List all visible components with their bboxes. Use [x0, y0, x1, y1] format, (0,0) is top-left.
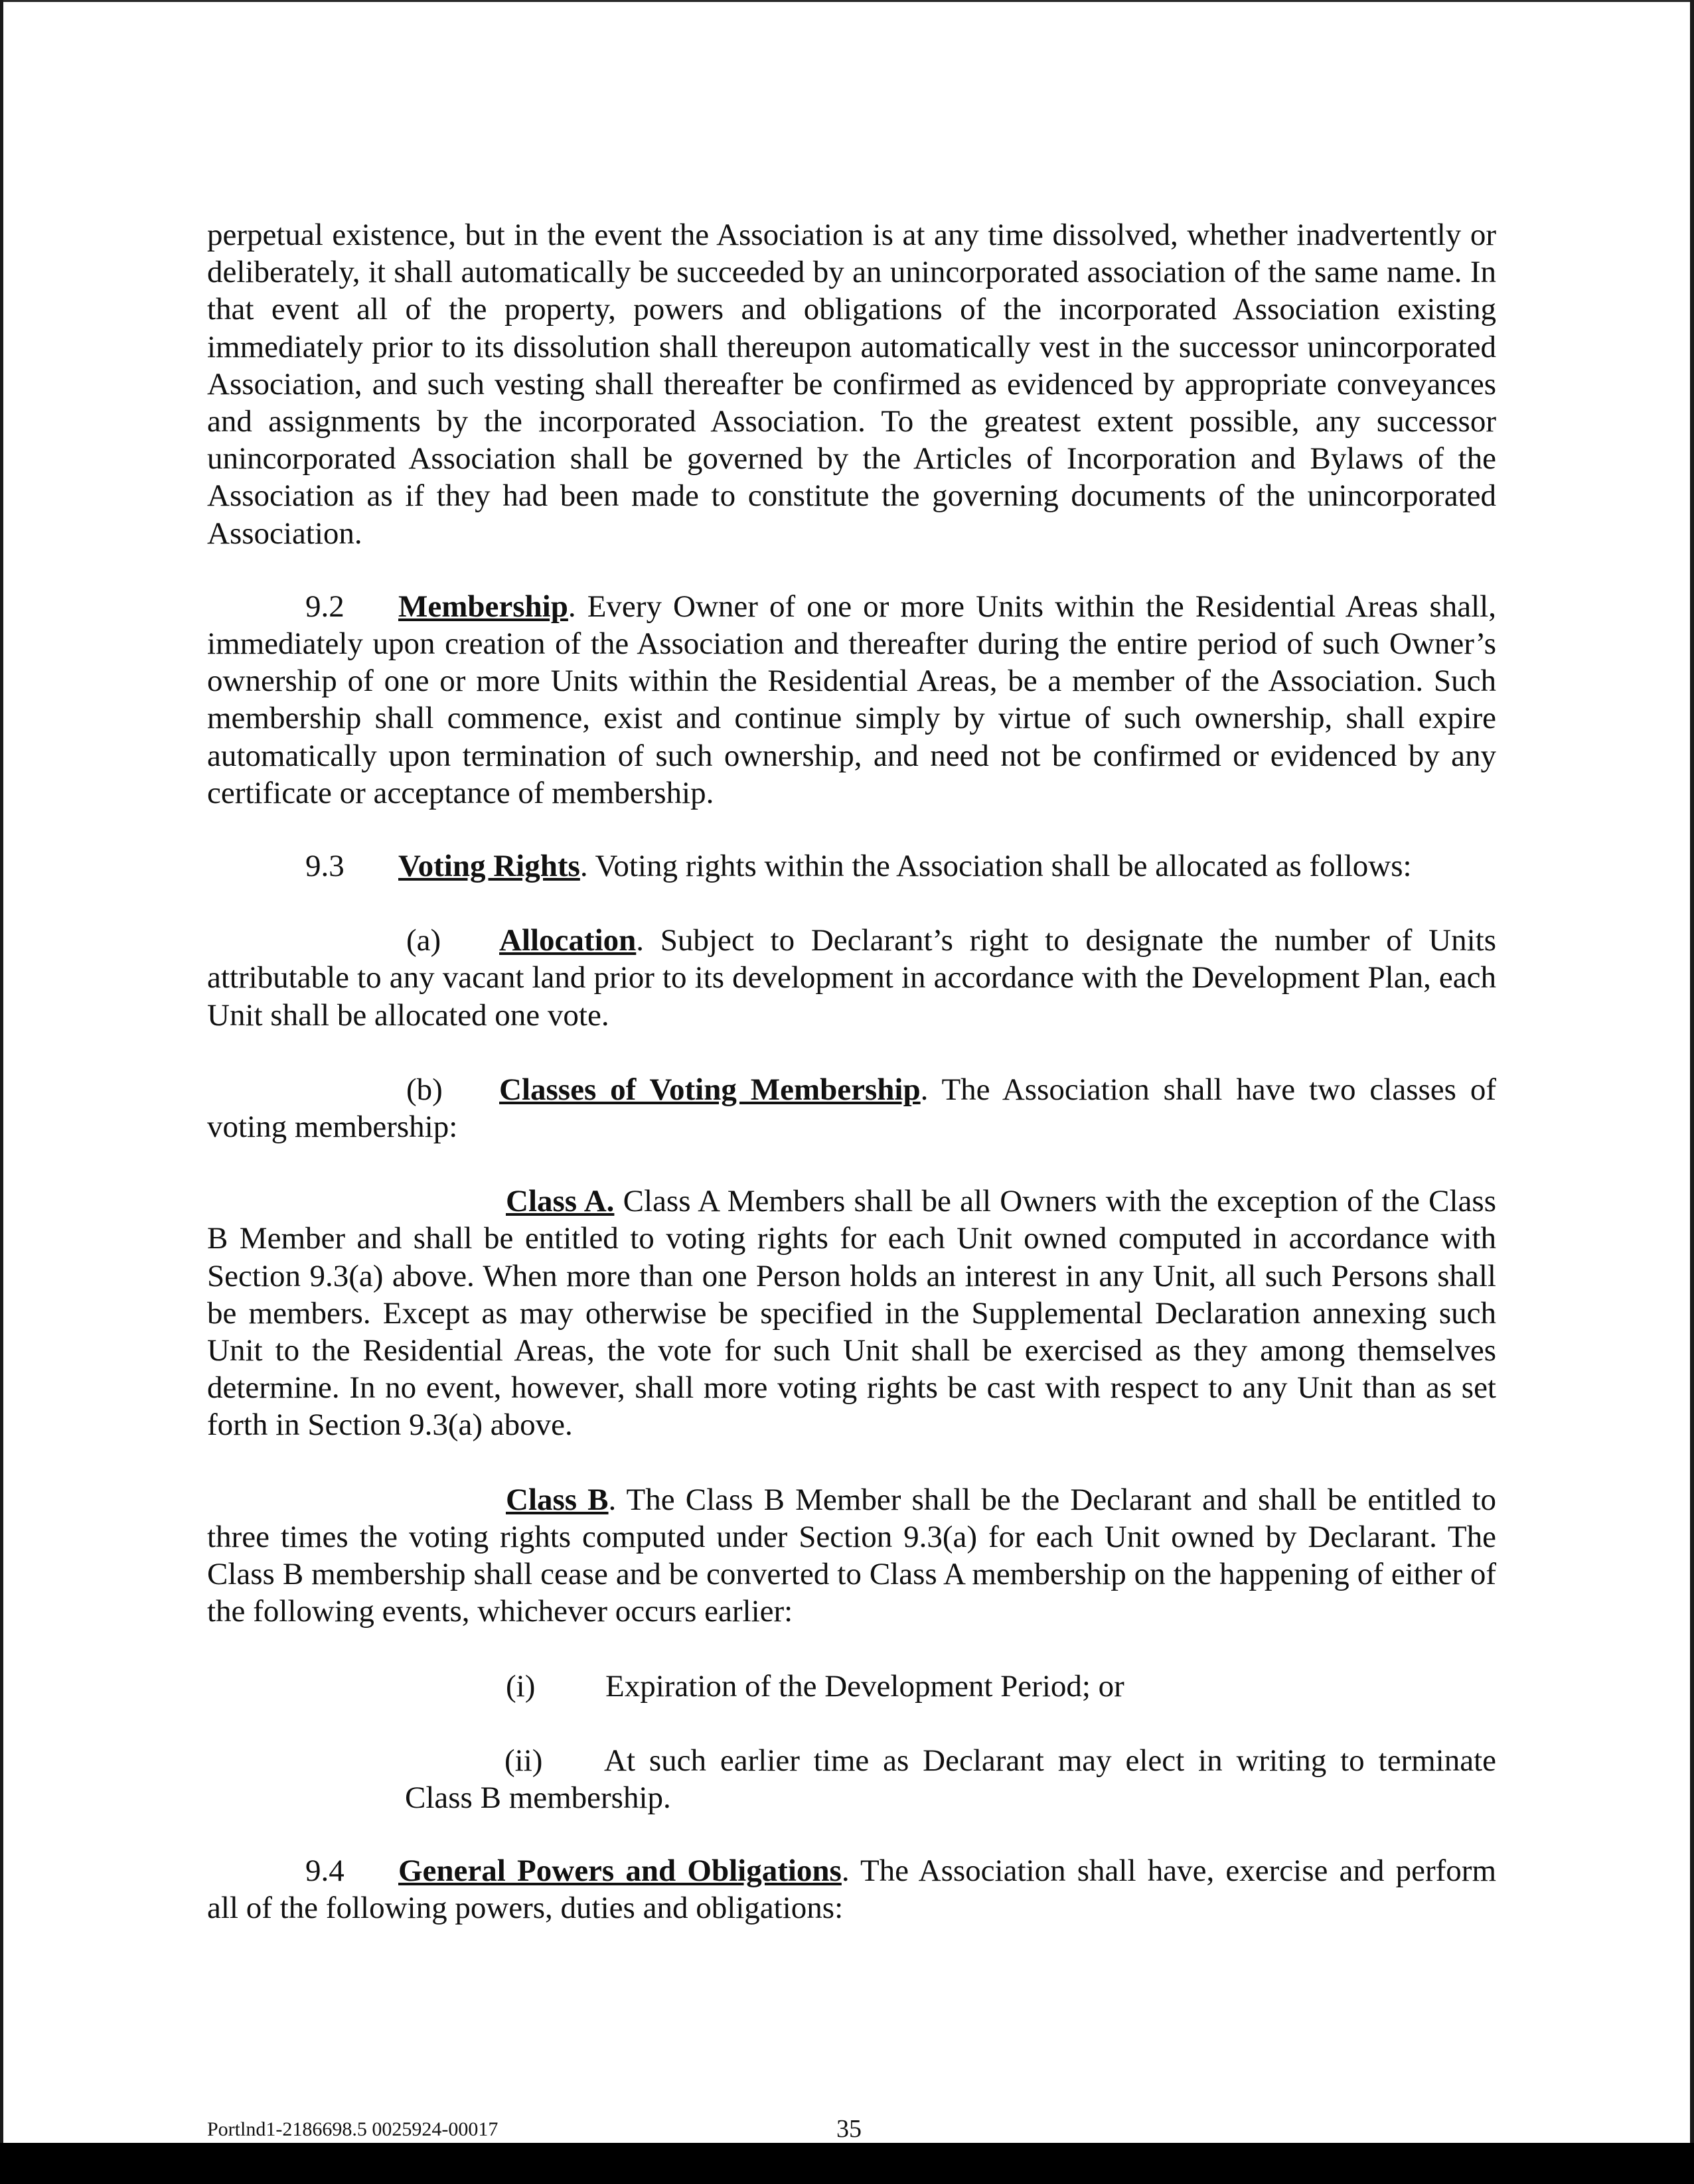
class-b-heading: Class B	[506, 1482, 609, 1517]
section-number: 9.3	[305, 849, 345, 884]
item-text: At such earlier time as Declarant may elect in writing to terminate Class B membership.	[405, 1743, 1496, 1815]
item-number: (ii)	[504, 1743, 543, 1778]
section-number: 9.2	[305, 589, 345, 624]
scan-edge-right	[1690, 0, 1694, 2184]
class-a-heading: Class A.	[506, 1184, 615, 1219]
subsection-text: . The Association shall have two classes of voting membership:	[207, 1072, 1496, 1145]
item-text: Expiration of the Development Period; or	[605, 1668, 1124, 1704]
page-footer	[207, 2115, 1496, 2145]
document-id: Portlnd1-2186698.5 0025924-00017	[207, 2118, 499, 2140]
class-a-paragraph	[207, 1183, 1496, 1443]
section-9-4	[207, 1852, 1496, 1927]
section-heading: Voting Rights	[398, 849, 580, 884]
scan-edge-left	[0, 0, 3, 2144]
scan-edge-top	[0, 0, 1694, 2]
subsection-number: (b)	[406, 1072, 443, 1107]
section-heading: Membership	[398, 589, 568, 624]
section-9-3	[207, 847, 1496, 885]
subsection-9-3-b	[207, 1071, 1496, 1145]
document-body	[207, 216, 1496, 1927]
subsection-heading: Classes of Voting Membership	[499, 1072, 921, 1107]
section-9-2	[207, 588, 1496, 812]
section-text: . The Association shall have, exercise and perform all of the following powers, duties and obligations:	[207, 1854, 1497, 1926]
subsection-9-3-a	[207, 922, 1496, 1034]
item-i	[207, 1668, 1496, 1705]
subsection-heading: Allocation	[499, 923, 637, 958]
scan-edge-bottom	[0, 2143, 1694, 2184]
section-heading: General Powers and Obligations	[398, 1854, 842, 1889]
section-text: . Every Owner of one or more Units within the Residential Areas shall, immediately upon creation of the Association and thereafter during the entire period of such Owner’s ownership of one or more Units within the Residential Areas, be a member of the Association. Such membership shall commence, exist and continue simply by virtue of such ownership, shall expire automatically upon termination of such ownership, and need not be confirmed or evidenced by any certificate or acceptance of membership.	[207, 589, 1496, 810]
page-number: 35	[836, 2115, 862, 2143]
class-b-text: . The Class B Member shall be the Declarant and shall be entitled to three times the voting rights computed under Section 9.3(a) for each Unit owned by Declarant. The Class B membership shall cease and be converted to Class A membership on the happening of either of the following events, whichever occurs earlier:	[207, 1482, 1497, 1629]
section-number: 9.4	[305, 1854, 345, 1889]
class-a-text: Class A Members shall be all Owners with the exception of the Class B Member and shall be entitled to voting rights for each Unit owned computed in accordance with Section 9.3(a) above. When more than one Person holds an interest in any Unit, all such Persons shall be members. Except as may otherwise be specified in the Supplemental Declaration annexing such Unit to the Residential Areas, the vote for such Unit shall be exercised as they among themselves determine. In no event, however, shall more voting rights be cast with respect to any Unit than as set forth in Section 9.3(a) above.	[207, 1184, 1496, 1443]
class-b-paragraph	[207, 1481, 1496, 1631]
subsection-number: (a)	[406, 923, 441, 958]
paragraph-continuation: perpetual existence, but in the event the Association is at any time dissolved, whether inadvertently or deliberately, it shall automatically be succeeded by an unincorporated association of the same name. In that event all of the property, powers and obligations of the incorporated Association existing immediately prior to its dissolution shall thereupon automatically vest in the successor unincorporated Association, and such vesting shall thereafter be confirmed as evidenced by appropriate conveyances and assignments by the incorporated Association. To the greatest extent possible, any successor unincorporated Association shall be governed by the Articles of Incorporation and Bylaws of the Association as if they had been made to constitute the governing documents of the unincorporated Association.	[207, 218, 1496, 551]
section-text: . Voting rights within the Association shall be allocated as follows:	[579, 849, 1412, 884]
item-number: (i)	[506, 1668, 536, 1704]
subsection-text: . Subject to Declarant’s right to designate the number of Units attributable to any vacant land prior to its development in accordance with the Development Plan, each Unit shall be allocated one vote.	[207, 923, 1496, 1033]
item-ii	[207, 1742, 1496, 1816]
